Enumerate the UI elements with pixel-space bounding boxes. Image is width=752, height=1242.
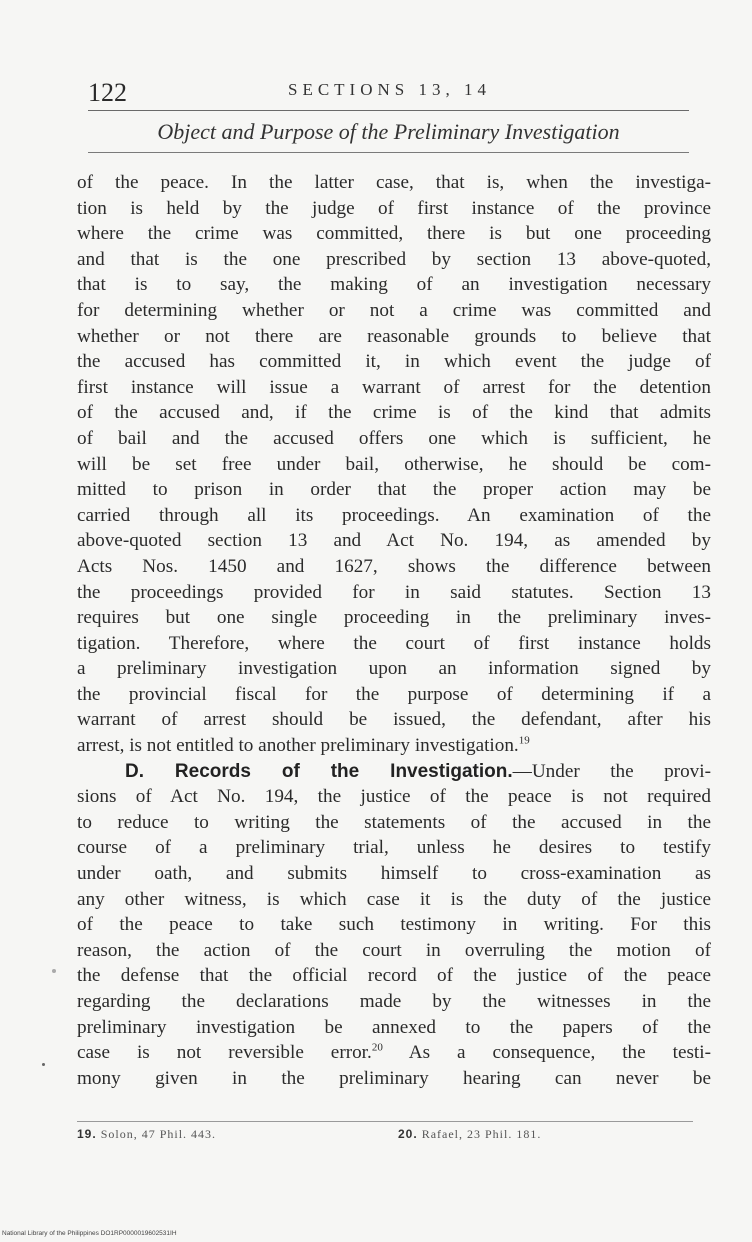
footnote-ref: 19: [518, 734, 530, 747]
title-rule: [88, 152, 689, 153]
text-line: where the crime was committed, there is but one proceeding: [77, 223, 711, 245]
text-line: above-quoted section 13 and Act No. 194, as amended by: [77, 530, 711, 552]
text-line: [77, 733, 711, 759]
text-line: any other witness, is which case it is the duty of the justice: [77, 888, 711, 910]
section-title: Object and Purpose of the Preliminary Investigation: [157, 119, 620, 144]
text-line: of bail and the accused offers one which is sufficient, he: [77, 427, 711, 449]
margin-speck: [52, 969, 56, 973]
text-run: As a consequence, the testi-: [382, 1042, 711, 1064]
running-head: SECTIONS 13, 14: [288, 80, 491, 99]
text-line: under oath, and submits himself to cross-examination as: [77, 863, 711, 885]
text-run: —Under the provi-: [512, 760, 711, 782]
text-line: the defense that the official record of the justice of the peace: [77, 965, 711, 987]
text-line: tigation. Therefore, where the court of first instance holds: [77, 632, 711, 654]
footnote-20: [398, 1127, 541, 1142]
text-line: for determining whether or not a crime was committed and: [77, 299, 711, 321]
text-line: Acts Nos. 1450 and 1627, shows the difference between: [77, 555, 711, 577]
footnote-text: Solon, 47 Phil. 443.: [100, 1127, 217, 1141]
text-line: will be set free under bail, otherwise, he should be com-: [77, 453, 711, 475]
subsection-heading: D. Records of the Investigation.: [125, 760, 513, 782]
text-line: first instance will issue a warrant of arrest for the detention: [77, 376, 711, 398]
margin-speck: [42, 1063, 45, 1066]
footnote-ref: 20: [371, 1041, 383, 1054]
text-line: tion is held by the judge of first instance of the province: [77, 197, 711, 219]
footnote-number: 20.: [398, 1127, 418, 1141]
text-line: mitted to prison in order that the proper action may be: [77, 479, 711, 501]
footnote-text: Rafael, 23 Phil. 181.: [421, 1127, 542, 1141]
text-line: [77, 759, 711, 785]
text-run: case is not reversible error.: [77, 1042, 372, 1064]
footnote-19: [77, 1127, 216, 1142]
text-line: mony given in the preliminary hearing can never be: [77, 1067, 711, 1089]
text-line: of the accused and, if the crime is of the kind that admits: [77, 402, 711, 424]
text-line: of the peace. In the latter case, that is, when the investiga-: [77, 172, 711, 193]
text-line: carried through all its proceedings. An examination of the: [77, 504, 711, 526]
text-line: requires but one single proceeding in the preliminary inves-: [77, 607, 711, 629]
text-line: [77, 1040, 711, 1066]
text-line: whether or not there are reasonable grounds to believe that: [77, 325, 711, 347]
text-line: that is to say, the making of an investigation necessary: [77, 274, 711, 296]
text-line: and that is the one prescribed by section 13 above-quoted,: [77, 248, 711, 270]
header-rule: [88, 110, 689, 111]
text-line: preliminary investigation be annexed to the papers of the: [77, 1016, 711, 1038]
text-line: reason, the action of the court in overruling the motion of: [77, 939, 711, 961]
text-line: to reduce to writing the statements of the accused in the: [77, 811, 711, 833]
page-number: 122: [88, 78, 127, 107]
text-line: the provincial fiscal for the purpose of determining if a: [77, 683, 711, 705]
text-line: the accused has committed it, in which event the judge of: [77, 351, 711, 373]
text-line: regarding the declarations made by the witnesses in the: [77, 991, 711, 1012]
scan-watermark: National Library of the Philippines DO1RP0000019602531IH: [2, 1230, 177, 1237]
text-line: of the peace to take such testimony in writing. For this: [77, 914, 711, 936]
footnote-rule: [77, 1121, 693, 1122]
text-line: sions of Act No. 194, the justice of the peace is not required: [77, 786, 711, 808]
text-line: warrant of arrest should be issued, the defendant, after his: [77, 709, 711, 731]
text-line: course of a preliminary trial, unless he desires to testify: [77, 837, 711, 859]
text-line: a preliminary investigation upon an information signed by: [77, 658, 711, 680]
text-run: arrest, is not entitled to another preliminary investigation.: [77, 735, 519, 757]
footnote-number: 19.: [77, 1127, 97, 1141]
text-line: the proceedings provided for in said statutes. Section 13: [77, 581, 711, 603]
body-text: [77, 170, 711, 1091]
